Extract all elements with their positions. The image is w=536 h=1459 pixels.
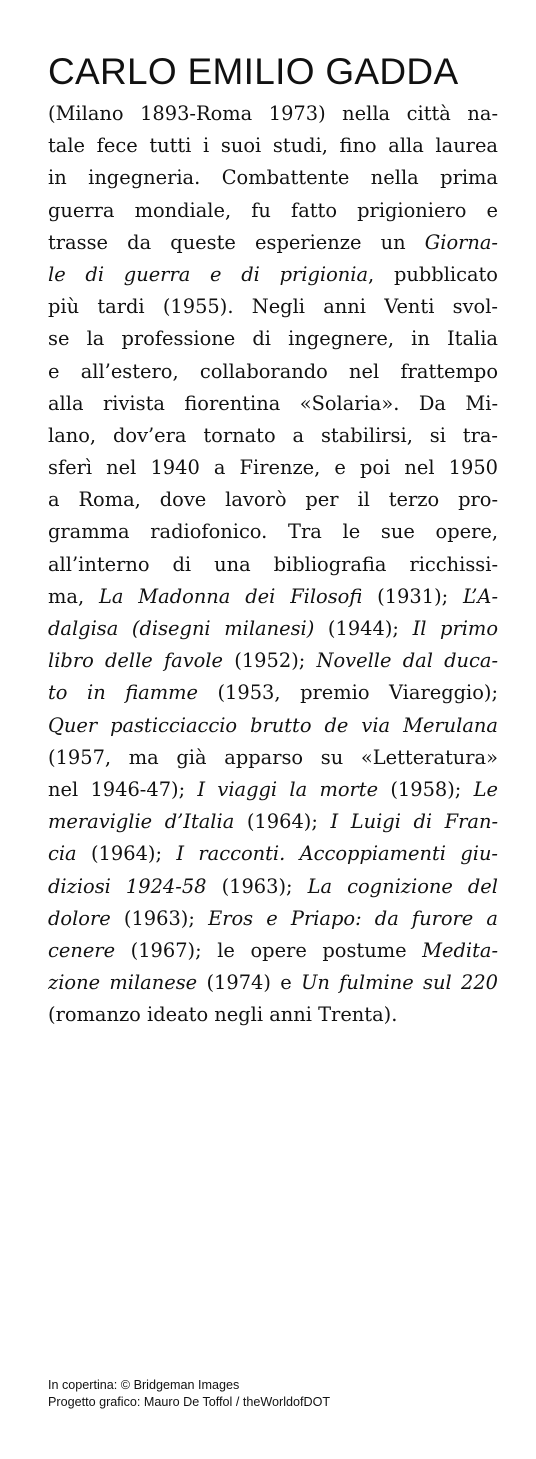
bio-line [48, 613, 498, 645]
bio-text: a Roma, dove lavorò per il terzo pro- [48, 488, 498, 512]
bio-text: nel 1946-47); [48, 777, 198, 801]
bio-title-italic: I racconti. Accoppiamenti giu- [176, 842, 498, 866]
bio-line [48, 420, 498, 452]
bio-title-italic: La Madonna dei Filosofi [99, 584, 363, 608]
bio-line [48, 935, 498, 967]
design-credit: Progetto grafico: Mauro De Toffol / theWorldofDOT [48, 1395, 331, 1409]
bio-text: (1952); [223, 649, 317, 673]
bio-text: all’interno di una bibliografia ricchissi- [48, 552, 498, 576]
bio-line [48, 967, 498, 999]
bio-text: (1931); [362, 584, 464, 608]
bio-line [48, 742, 498, 774]
bio-line [48, 516, 498, 548]
bio-title-italic: L’A- [463, 584, 498, 608]
bio-text: in ingegneria. Combattente nella prima [48, 166, 498, 190]
cover-credit: In copertina: © Bridgeman Images [48, 1378, 240, 1392]
bio-text: (1967); le opere postume [115, 938, 423, 962]
bio-line [48, 581, 498, 613]
bio-text: e all’estero, collaborando nel frattempo [48, 359, 498, 383]
bio-title-italic: diziosi 1924-58 [48, 874, 207, 898]
bio-text: tale fece tutti i suoi studi, fino alla laurea [48, 134, 498, 158]
bio-text: (1974) e [197, 971, 302, 995]
author-biography [48, 98, 498, 1031]
bio-text: trasse da queste esperienze un [48, 230, 425, 254]
bio-title-italic: Novelle dal duca- [316, 649, 498, 673]
bio-text: (1953, premio Viareggio); [197, 681, 498, 705]
bio-line [48, 356, 498, 388]
bio-text: ma, [48, 584, 99, 608]
bio-text: gramma radiofonico. Tra le sue opere, [48, 520, 498, 544]
bio-line [48, 774, 498, 806]
bio-line [48, 130, 498, 162]
bio-line [48, 323, 498, 355]
bio-line [48, 549, 498, 581]
credits-block [48, 1377, 498, 1411]
bio-line [48, 838, 498, 870]
bio-line [48, 677, 498, 709]
bio-title-italic: Un fulmine sul 220 [301, 971, 498, 995]
bio-text: (1944); [314, 617, 413, 640]
bio-line [48, 871, 498, 903]
bio-line [48, 806, 498, 838]
bio-text: (1963); [110, 906, 209, 930]
bio-line [48, 388, 498, 420]
bio-line [48, 162, 498, 194]
bio-line [48, 999, 498, 1031]
bio-title-italic: to in fiamme [48, 681, 198, 705]
bio-title-italic: Eros e Priapo: da furore a [208, 906, 498, 930]
bio-line [48, 484, 498, 516]
bio-text: alla rivista fiorentina «Solaria». Da Mi- [48, 391, 498, 415]
bio-title-italic: Il primo [412, 617, 498, 640]
bio-title-italic: dolore [48, 906, 111, 930]
bio-text: (Milano 1893-Roma 1973) nella città na- [48, 102, 498, 125]
bio-line [48, 227, 498, 259]
bio-title-italic: I Luigi di Fran- [330, 810, 498, 834]
bio-title-italic: libro delle favole [48, 649, 224, 673]
bio-line [48, 195, 498, 227]
bio-title-italic: Medita- [422, 938, 498, 962]
bio-line [48, 291, 498, 323]
bio-title-italic: meraviglie d’Italia [48, 810, 235, 834]
bio-text: (1964); [76, 842, 177, 866]
bio-text: se la professione di ingegnere, in Italia [48, 327, 498, 351]
bio-line [48, 710, 498, 742]
bio-line [48, 903, 498, 935]
bio-line [48, 259, 498, 291]
bio-title-italic: La cognizione del [307, 874, 498, 898]
author-name-heading: CARLO EMILIO GADDA [48, 51, 459, 92]
bio-title-italic: zione milanese [48, 971, 198, 995]
bio-title-italic: cia [48, 842, 77, 866]
bio-text: , pubblicato [368, 262, 498, 286]
bio-title-italic: Giorna- [424, 230, 498, 254]
bio-text: più tardi (1955). Negli anni Venti svol- [48, 295, 498, 319]
bio-text: (1964); [234, 810, 331, 834]
bio-text: lano, dov’era tornato a stabilirsi, si tra- [48, 423, 498, 447]
bio-line [48, 98, 498, 130]
bio-text: (1958); [378, 777, 474, 801]
bio-title-italic: dalgisa (disegni milanesi) [48, 617, 315, 640]
bio-title-italic: Quer pasticciaccio brutto de via Merulana [48, 713, 498, 737]
bio-line [48, 452, 498, 484]
bio-line [48, 645, 498, 677]
bio-text: (1963); [206, 874, 308, 898]
bio-text: sferì nel 1940 a Firenze, e poi nel 1950 [48, 456, 498, 480]
bio-title-italic: cenere [48, 938, 116, 962]
bio-text: (1957, ma già apparso su «Letteratura» [48, 745, 498, 769]
bio-text: guerra mondiale, fu fatto prigioniero e [48, 198, 498, 222]
bio-text: (romanzo ideato negli anni Trenta). [48, 1003, 398, 1027]
bio-title-italic: Le [473, 777, 498, 801]
bio-title-italic: le di guerra e di prigionia [48, 262, 369, 286]
bio-title-italic: I viaggi la morte [197, 777, 379, 801]
